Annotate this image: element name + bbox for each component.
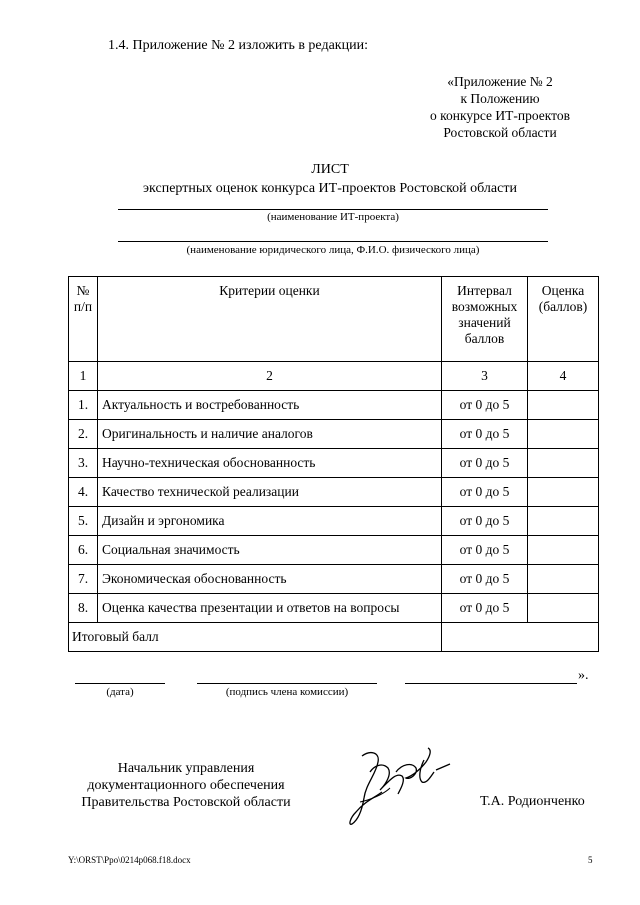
document-title: ЛИСТ xyxy=(311,162,349,177)
signatory-name: Т.А. Родионченко xyxy=(480,794,585,809)
row-criterion: Экономическая обоснованность xyxy=(98,565,442,594)
appendix-heading xyxy=(400,73,600,141)
header-num: № п/п xyxy=(69,277,98,362)
row-number: 1. xyxy=(69,391,98,420)
appendix-line: «Приложение № 2 xyxy=(447,74,553,89)
file-path: Y:\ORST\Ppo\0214p068.f18.docx xyxy=(68,855,191,865)
page-number: 5 xyxy=(588,855,593,865)
document-subtitle: экспертных оценок конкурса ИТ-проектов Ростовской области xyxy=(143,181,517,196)
position-line: документационного обеспечения xyxy=(87,778,285,793)
row-criterion: Научно-техническая обоснованность xyxy=(98,449,442,478)
table-row xyxy=(69,449,599,478)
member-signature-caption: (подпись члена комиссии) xyxy=(225,686,349,698)
row-number: 7. xyxy=(69,565,98,594)
project-name-line xyxy=(118,209,548,210)
entity-name-line xyxy=(118,241,548,242)
table-row xyxy=(69,478,599,507)
row-interval: от 0 до 5 xyxy=(442,536,528,565)
table-row xyxy=(69,536,599,565)
row-interval: от 0 до 5 xyxy=(442,449,528,478)
row-score-cell[interactable] xyxy=(528,565,599,594)
row-score-cell[interactable] xyxy=(528,507,599,536)
document-title-block xyxy=(60,160,600,198)
row-interval: от 0 до 5 xyxy=(442,420,528,449)
column-number: 3 xyxy=(442,362,528,391)
column-number-row xyxy=(69,362,599,391)
date-caption: (дата) xyxy=(106,686,134,698)
intro-text: 1.4. Приложение № 2 изложить в редакции: xyxy=(108,38,368,53)
column-number: 2 xyxy=(98,362,442,391)
total-row xyxy=(69,623,599,652)
extra-signature-line xyxy=(405,683,577,684)
closing-quote: ». xyxy=(578,668,589,683)
row-score-cell[interactable] xyxy=(528,594,599,623)
table-row xyxy=(69,565,599,594)
row-score-cell[interactable] xyxy=(528,449,599,478)
header-criteria: Критерии оценки xyxy=(98,277,442,362)
row-interval: от 0 до 5 xyxy=(442,391,528,420)
position-line: Правительства Ростовской области xyxy=(81,795,291,810)
row-score-cell[interactable] xyxy=(528,420,599,449)
total-score-cell[interactable] xyxy=(442,623,599,652)
row-number: 3. xyxy=(69,449,98,478)
row-number: 6. xyxy=(69,536,98,565)
table-row xyxy=(69,391,599,420)
row-interval: от 0 до 5 xyxy=(442,565,528,594)
row-criterion: Оригинальность и наличие аналогов xyxy=(98,420,442,449)
row-number: 5. xyxy=(69,507,98,536)
header-score: Оценка (баллов) xyxy=(528,277,599,362)
column-number: 4 xyxy=(528,362,599,391)
row-criterion: Качество технической реализации xyxy=(98,478,442,507)
table-header-row xyxy=(69,277,599,362)
row-number: 4. xyxy=(69,478,98,507)
row-criterion: Дизайн и эргономика xyxy=(98,507,442,536)
entity-name-caption: (наименование юридического лица, Ф.И.О. физического лица) xyxy=(186,244,480,256)
project-name-caption: (наименование ИТ-проекта) xyxy=(267,211,399,223)
row-score-cell[interactable] xyxy=(528,536,599,565)
row-interval: от 0 до 5 xyxy=(442,594,528,623)
column-number: 1 xyxy=(69,362,98,391)
row-criterion: Социальная значимость xyxy=(98,536,442,565)
row-criterion: Актуальность и востребованность xyxy=(98,391,442,420)
appendix-line: о конкурсе ИТ-проектов xyxy=(430,108,570,123)
header-interval: Интервал возможных значений баллов xyxy=(442,277,528,362)
position-line: Начальник управления xyxy=(117,761,255,776)
signatory-position xyxy=(70,760,302,811)
member-signature-line xyxy=(197,683,377,684)
handwritten-signature xyxy=(340,742,460,832)
row-score-cell[interactable] xyxy=(528,478,599,507)
table-row xyxy=(69,507,599,536)
row-number: 2. xyxy=(69,420,98,449)
row-interval: от 0 до 5 xyxy=(442,507,528,536)
table-row xyxy=(69,594,599,623)
appendix-line: к Положению xyxy=(460,91,540,106)
row-score-cell[interactable] xyxy=(528,391,599,420)
row-interval: от 0 до 5 xyxy=(442,478,528,507)
total-label: Итоговый балл xyxy=(69,623,442,652)
date-line xyxy=(75,683,165,684)
appendix-line: Ростовской области xyxy=(443,125,557,140)
row-criterion: Оценка качества презентации и ответов на вопросы xyxy=(98,594,442,623)
row-number: 8. xyxy=(69,594,98,623)
evaluation-table xyxy=(68,276,599,652)
table-row xyxy=(69,420,599,449)
